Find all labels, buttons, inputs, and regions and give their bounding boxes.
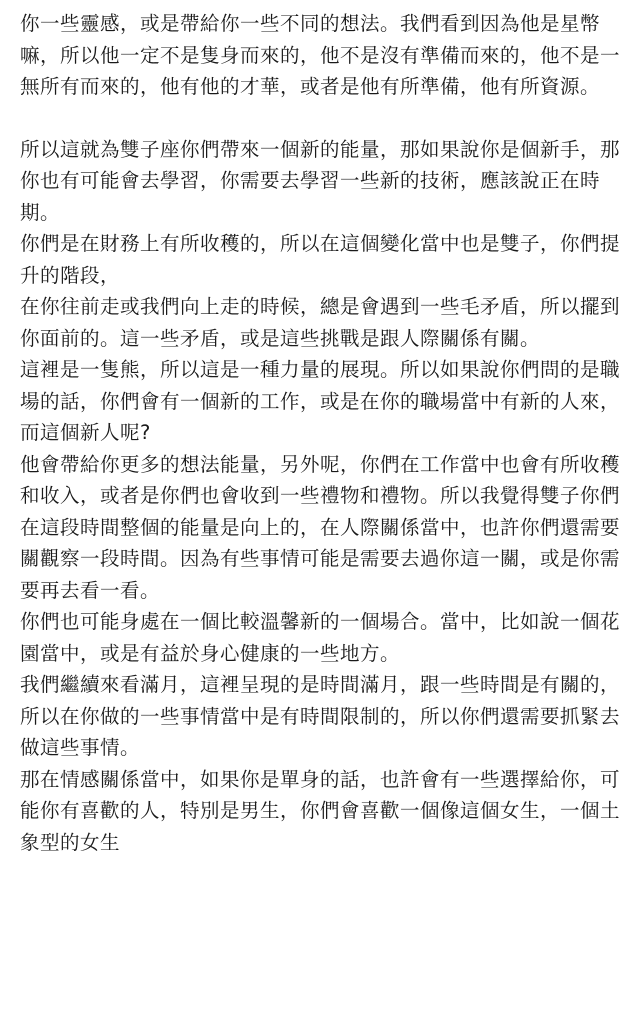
paragraph: 他會帶給你更多的想法能量，另外呢，你們在工作當中也會有所收穫和收入，或者是你們也會收到一些禮物和禮物。所以我覺得雙子你們在這段時間整個的能量是向上的，在人際關係當中，也許你們還需要關觀察一段時間。因為有些事情可能是需要去過你這一關，或是你需要再去看一看。 <box>20 452 621 602</box>
paragraph: 這裡是一隻熊，所以這是一種力量的展現。所以如果說你們問的是職場的話，你們會有一個新的工作，或是在你的職場當中有新的人來，而這個新人呢? <box>20 358 621 444</box>
paragraph: 在你往前走或我們向上走的時候，總是會遇到一些毛矛盾，所以擺到你面前的。這一些矛盾，或是這些挑戰是跟人際關係有關。 <box>20 295 621 350</box>
paragraph: 那在情感關係當中，如果你是單身的話，也許會有一些選擇給你，可能你有喜歡的人，特別是男生，你們會喜歡一個像這個女生，一個土象型的女生 <box>20 767 621 854</box>
article-body <box>20 8 630 858</box>
paragraph: 你們是在財務上有所收穫的，所以在這個變化當中也是雙子，你們提升的階段， <box>20 232 621 287</box>
paragraph: 你們也可能身處在一個比較溫馨新的一個場合。當中，比如說一個花園當中，或是有益於身心健康的一些地方。 <box>20 610 621 665</box>
paragraph: 所以這就為雙子座你們帶來一個新的能量，那如果說你是個新手，那你也有可能會去學習，你需要去學習一些新的技術，應該說正在時期。 <box>20 137 621 224</box>
paragraph: 我們繼續來看滿月，這裡呈現的是時間滿月，跟一些時間是有關的，所以在你做的一些事情當中是有時間限制的，所以你們還需要抓緊去做這些事情。 <box>20 673 621 759</box>
paragraph: 你一些靈感，或是帶給你一些不同的想法。我們看到因為他是星幣嘛，所以他一定不是隻身而來的，他不是沒有準備而來的，他不是一無所有而來的，他有他的才華，或者是他有所準備，他有所資源。 <box>20 12 621 98</box>
